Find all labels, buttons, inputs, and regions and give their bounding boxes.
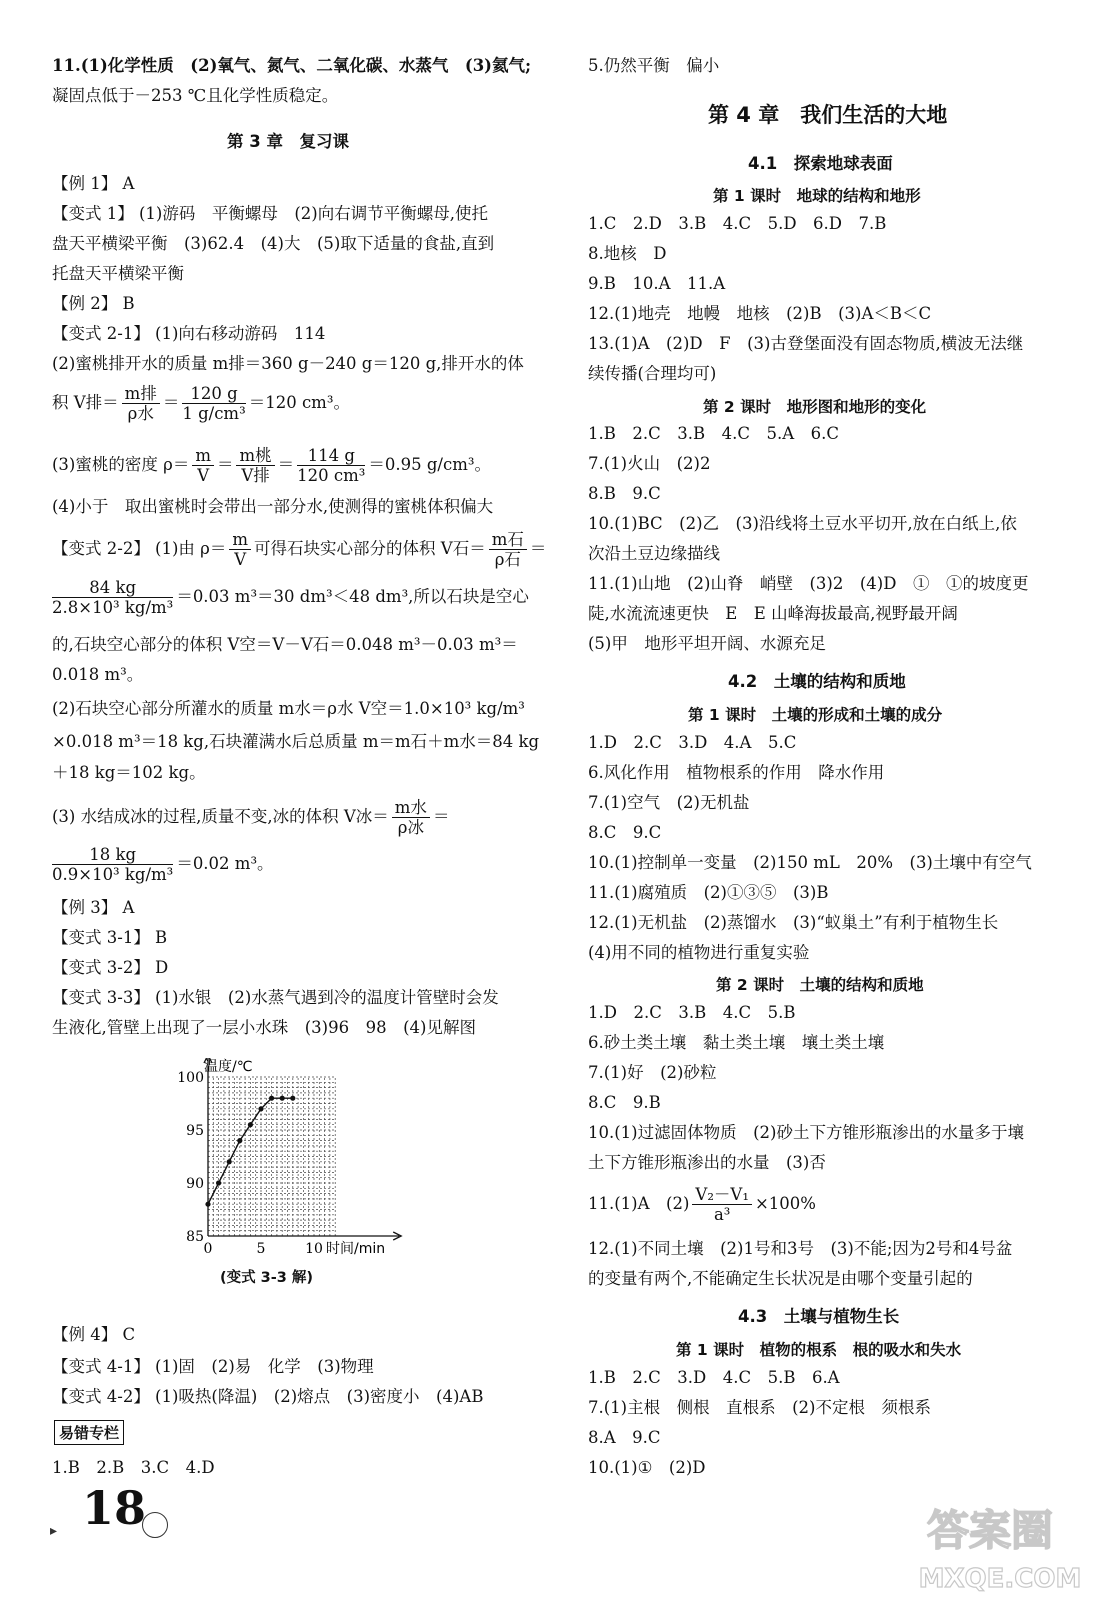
fraction: $\frac{m}{V}$: [229, 530, 251, 569]
watermark-logo: [890, 1495, 1105, 1595]
answer-line: 的变量有两个,不能确定生长状况是由哪个变量引起的: [588, 1269, 973, 1288]
fraction: $\frac{\text{V₂－V₁}}{\text{a³}}$: [692, 1185, 752, 1224]
variant-2-2-line5: (2)石块空心部分所灌水的质量 m水＝ρ水 V空＝1.0×10³ kg/m³: [52, 699, 525, 718]
answer-line: 8.C 9.C: [588, 823, 662, 842]
data-point: [290, 1096, 295, 1101]
variant-2-1-line3: 积 V排＝ $\frac{\text{m排}}{\text{ρ水}}$ ＝ $\frac{120 g}{\text{1 g/cm³}}$ ＝120 cm³。: [52, 384, 350, 423]
answer-line: (4)用不同的植物进行重复实验: [588, 943, 810, 962]
answer-line: 土下方锥形瓶渗出的水量 (3)否: [588, 1153, 826, 1172]
answer-line: 7.(1)空气 (2)无机盐: [588, 793, 750, 812]
page-arrow-icon: ▸: [50, 1523, 58, 1539]
answer-line: 1.B 2.C 3.B 4.C 5.A 6.C: [588, 424, 839, 443]
answer-line: 续传播(合理均可): [588, 364, 717, 383]
svg-text:MXQE.COM: MXQE.COM: [918, 1564, 1082, 1594]
y-tick-label: 95: [186, 1123, 204, 1139]
answer-line: 11.(1)腐殖质 (2)①③⑤ (3)B: [588, 883, 829, 902]
data-point: [216, 1180, 221, 1185]
variant-2-2-line4: 0.018 m³。: [52, 665, 144, 684]
answer-line: 13.(1)A (2)D F (3)古登堡面没有固态物质,横波无法继: [588, 334, 1024, 353]
error-section-label: 易错专栏: [54, 1420, 124, 1445]
answer-line: 陡,水流流速更快 E E 山峰海拔最高,视野最开阔: [588, 604, 958, 623]
data-point: [269, 1096, 274, 1101]
x-tick-label: 10: [305, 1241, 323, 1257]
variant-2-2-line2: $\frac{84 kg}{\text{2.8×10³ kg/m³}}$ ＝0.03 m³＝30 dm³＜48 dm³,所以石块是空心: [52, 578, 529, 617]
fraction: $\frac{\text{m石}}{\text{ρ石}}$: [489, 530, 527, 569]
variant-4-2: 【变式 4-2】 (1)吸热(降温) (2)熔点 (3)密度小 (4)AB: [52, 1387, 484, 1406]
q5: 5.仍然平衡 偏小: [588, 56, 720, 75]
answer-line: 1.D 2.C 3.B 4.C 5.B: [588, 1003, 796, 1022]
y-tick-label: 100: [177, 1070, 204, 1086]
variant-2-1-line1: 【变式 2-1】 (1)向右移动游码 114: [52, 324, 326, 343]
chart-ylabel: 温度/℃: [204, 1059, 253, 1075]
answer-line: 1.D 2.C 3.D 4.A 5.C: [588, 733, 797, 752]
answer-line: 10.(1)控制单一变量 (2)150 mL 20% (3)土壤中有空气: [588, 853, 1032, 872]
lesson-4-2-1-title: 第 1 课时 土壤的形成和土壤的成分: [688, 706, 943, 724]
variant-3-1: 【变式 3-1】 B: [52, 928, 168, 947]
answer-line: 次沿土豆边缘描线: [588, 544, 720, 563]
svg-text:答案圈: 答案圈: [926, 1506, 1054, 1555]
variant-2-2-line1: 【变式 2-2】 (1)由 ρ＝ $\frac{m}{V}$ 可得石块实心部分的体积 V石＝ $\frac{\text{m石}}{\text{ρ石}}$ ＝: [52, 530, 547, 569]
lesson-4-1-1-title: 第 1 课时 地球的结构和地形: [713, 187, 921, 205]
answer-line: 10.(1)① (2)D: [588, 1458, 706, 1477]
data-point: [258, 1106, 263, 1111]
fraction: $\frac{84 kg}{\text{2.8×10³ kg/m³}}$: [52, 578, 174, 617]
fraction: $\frac{\text{m排}}{\text{ρ水}}$: [122, 384, 160, 423]
variant-1-line1: 【变式 1】 (1)游码 平衡螺母 (2)向右调节平衡螺母,使托: [52, 204, 488, 223]
y-tick-label: 85: [186, 1229, 204, 1245]
example-3: 【例 3】 A: [52, 898, 135, 917]
chart-xlabel: 时间/min: [326, 1241, 386, 1257]
answer-line: 7.(1)好 (2)砂粒: [588, 1063, 717, 1082]
fraction: $\frac{\text{m桃}}{\text{V排}}$: [236, 446, 274, 485]
data-point: [280, 1096, 285, 1101]
answer-line: 11.(1)山地 (2)山脊 峭壁 (3)2 (4)D ① ①的坡度更: [588, 574, 1029, 593]
fraction: $\frac{18 kg}{\text{0.9×10³ kg/m³}}$: [52, 845, 174, 884]
answer-line: 1.C 2.D 3.B 4.C 5.D 6.D 7.B: [588, 214, 887, 233]
answer-line: 10.(1)过滤固体物质 (2)砂土下方锥形瓶渗出的水量多于壤: [588, 1123, 1024, 1142]
fraction: $\frac{m}{V}$: [192, 446, 214, 485]
y-tick-label: 90: [186, 1176, 204, 1192]
chart-caption: (变式 3-3 解): [220, 1270, 314, 1286]
q11-line2: 凝固点低于－253 ℃且化学性质稳定。: [52, 86, 339, 105]
variant-3-3-line2: 生液化,管壁上出现了一层小水珠 (3)96 98 (4)见解图: [52, 1018, 476, 1037]
x-tick-label: 0: [203, 1241, 213, 1257]
section-4-3-title: 4.3 土壤与植物生长: [738, 1307, 900, 1326]
answer-line: 9.B 10.A 11.A: [588, 274, 726, 293]
variant-2-1-line5: (4)小于 取出蜜桃时会带出一部分水,使测得的蜜桃体积偏大: [52, 497, 494, 516]
data-point: [237, 1138, 242, 1143]
answer-line-fraction: 11.(1)A (2) $\frac{\text{V₂－V₁}}{\text{a³}}$ ×100%: [588, 1185, 816, 1224]
answer-line: 1.B 2.C 3.D 4.C 5.B 6.A: [588, 1368, 840, 1387]
section-4-1-title: 4.1 探索地球表面: [748, 154, 893, 173]
variant-2-2-line8: (3) 水结成冰的过程,质量不变,冰的体积 V冰＝ $\frac{\text{m水}}{\text{ρ冰}}$ ＝: [52, 798, 450, 837]
answer-line: 7.(1)主根 侧根 直根系 (2)不定根 须根系: [588, 1398, 931, 1417]
variant-2-2-line6: ×0.018 m³＝18 kg,石块灌满水后总质量 m＝m石＋m水＝84 kg: [52, 732, 540, 751]
example-1: 【例 1】 A: [52, 174, 135, 193]
lesson-4-3-1-title: 第 1 课时 植物的根系 根的吸水和失水: [676, 1341, 962, 1359]
page-number: 18: [82, 1481, 147, 1535]
answer-line: 8.A 9.C: [588, 1428, 661, 1447]
lesson-4-2-2-title: 第 2 课时 土壤的结构和质地: [716, 976, 924, 994]
variant-3-2: 【变式 3-2】 D: [52, 958, 169, 977]
example-4: 【例 4】 C: [52, 1325, 136, 1344]
answer-line: 6.砂土类土壤 黏土类土壤 壤土类土壤: [588, 1033, 885, 1052]
fraction: $\frac{\text{m水}}{\text{ρ冰}}$: [392, 798, 430, 837]
x-tick-label: 5: [256, 1241, 266, 1257]
answer-line: 10.(1)BC (2)乙 (3)沿线将土豆水平切开,放在白纸上,依: [588, 514, 1017, 533]
chapter3-title: 第 3 章 复习课: [227, 132, 349, 151]
variant-2-2-line9: $\frac{18 kg}{\text{0.9×10³ kg/m³}}$ ＝0.02 m³。: [52, 845, 274, 884]
answer-line: 12.(1)不同土壤 (2)1号和3号 (3)不能;因为2号和4号盆: [588, 1239, 1013, 1258]
data-point: [205, 1202, 210, 1207]
variant-2-1-line2: (2)蜜桃排开水的质量 m排＝360 g－240 g＝120 g,排开水的体: [52, 354, 524, 373]
variant-1-line3: 托盘天平横梁平衡: [52, 264, 184, 283]
section-4-2-title: 4.2 土壤的结构和质地: [728, 672, 906, 691]
chart-grid: [208, 1077, 335, 1236]
data-point: [227, 1159, 232, 1164]
chapter4-title: 第 4 章 我们生活的大地: [708, 103, 948, 127]
answer-line: 12.(1)无机盐 (2)蒸馏水 (3)“蚁巢土”有利于植物生长: [588, 913, 999, 932]
answer-line: 6.风化作用 植物根系的作用 降水作用: [588, 763, 885, 782]
answer-line: 8.C 9.B: [588, 1093, 661, 1112]
q11-line1: 11.(1)化学性质 (2)氧气、氮气、二氧化碳、水蒸气 (3)氦气;: [52, 56, 532, 75]
answer-line: 12.(1)地壳 地幔 地核 (2)B (3)A＜B＜C: [588, 304, 932, 323]
answer-line: 7.(1)火山 (2)2: [588, 454, 711, 473]
example-2: 【例 2】 B: [52, 294, 135, 313]
answer-line: 8.地核 D: [588, 244, 667, 263]
publisher-badge-icon: [142, 1512, 168, 1538]
fraction: $\frac{114 g}{\text{120 cm³}}$: [297, 446, 366, 485]
error-answers: 1.B 2.B 3.C 4.D: [52, 1458, 215, 1477]
temperature-time-chart: [160, 1058, 420, 1258]
lesson-4-1-2-title: 第 2 课时 地形图和地形的变化: [703, 398, 927, 416]
data-point: [248, 1122, 253, 1127]
variant-2-1-line4: (3)蜜桃的密度 ρ＝ $\frac{m}{V}$ ＝ $\frac{\text{m桃}}{\text{V排}}$ ＝ $\frac{114 g}{\text{120 cm³}}$ ＝0.95 g/cm³。: [52, 446, 491, 485]
variant-2-2-line3: 的,石块空心部分的体积 V空＝V－V石＝0.048 m³－0.03 m³＝: [52, 635, 518, 654]
variant-1-line2: 盘天平横梁平衡 (3)62.4 (4)大 (5)取下适量的食盐,直到: [52, 234, 495, 253]
answer-line: (5)甲 地形平坦开阔、水源充足: [588, 634, 826, 653]
variant-3-3-line1: 【变式 3-3】 (1)水银 (2)水蒸气遇到冷的温度计管壁时会发: [52, 988, 499, 1007]
answer-line: 8.B 9.C: [588, 484, 661, 503]
variant-2-2-line7: ＋18 kg＝102 kg。: [52, 763, 206, 782]
variant-4-1: 【变式 4-1】 (1)固 (2)易 化学 (3)物理: [52, 1357, 374, 1376]
fraction: $\frac{120 g}{\text{1 g/cm³}}$: [182, 384, 246, 423]
